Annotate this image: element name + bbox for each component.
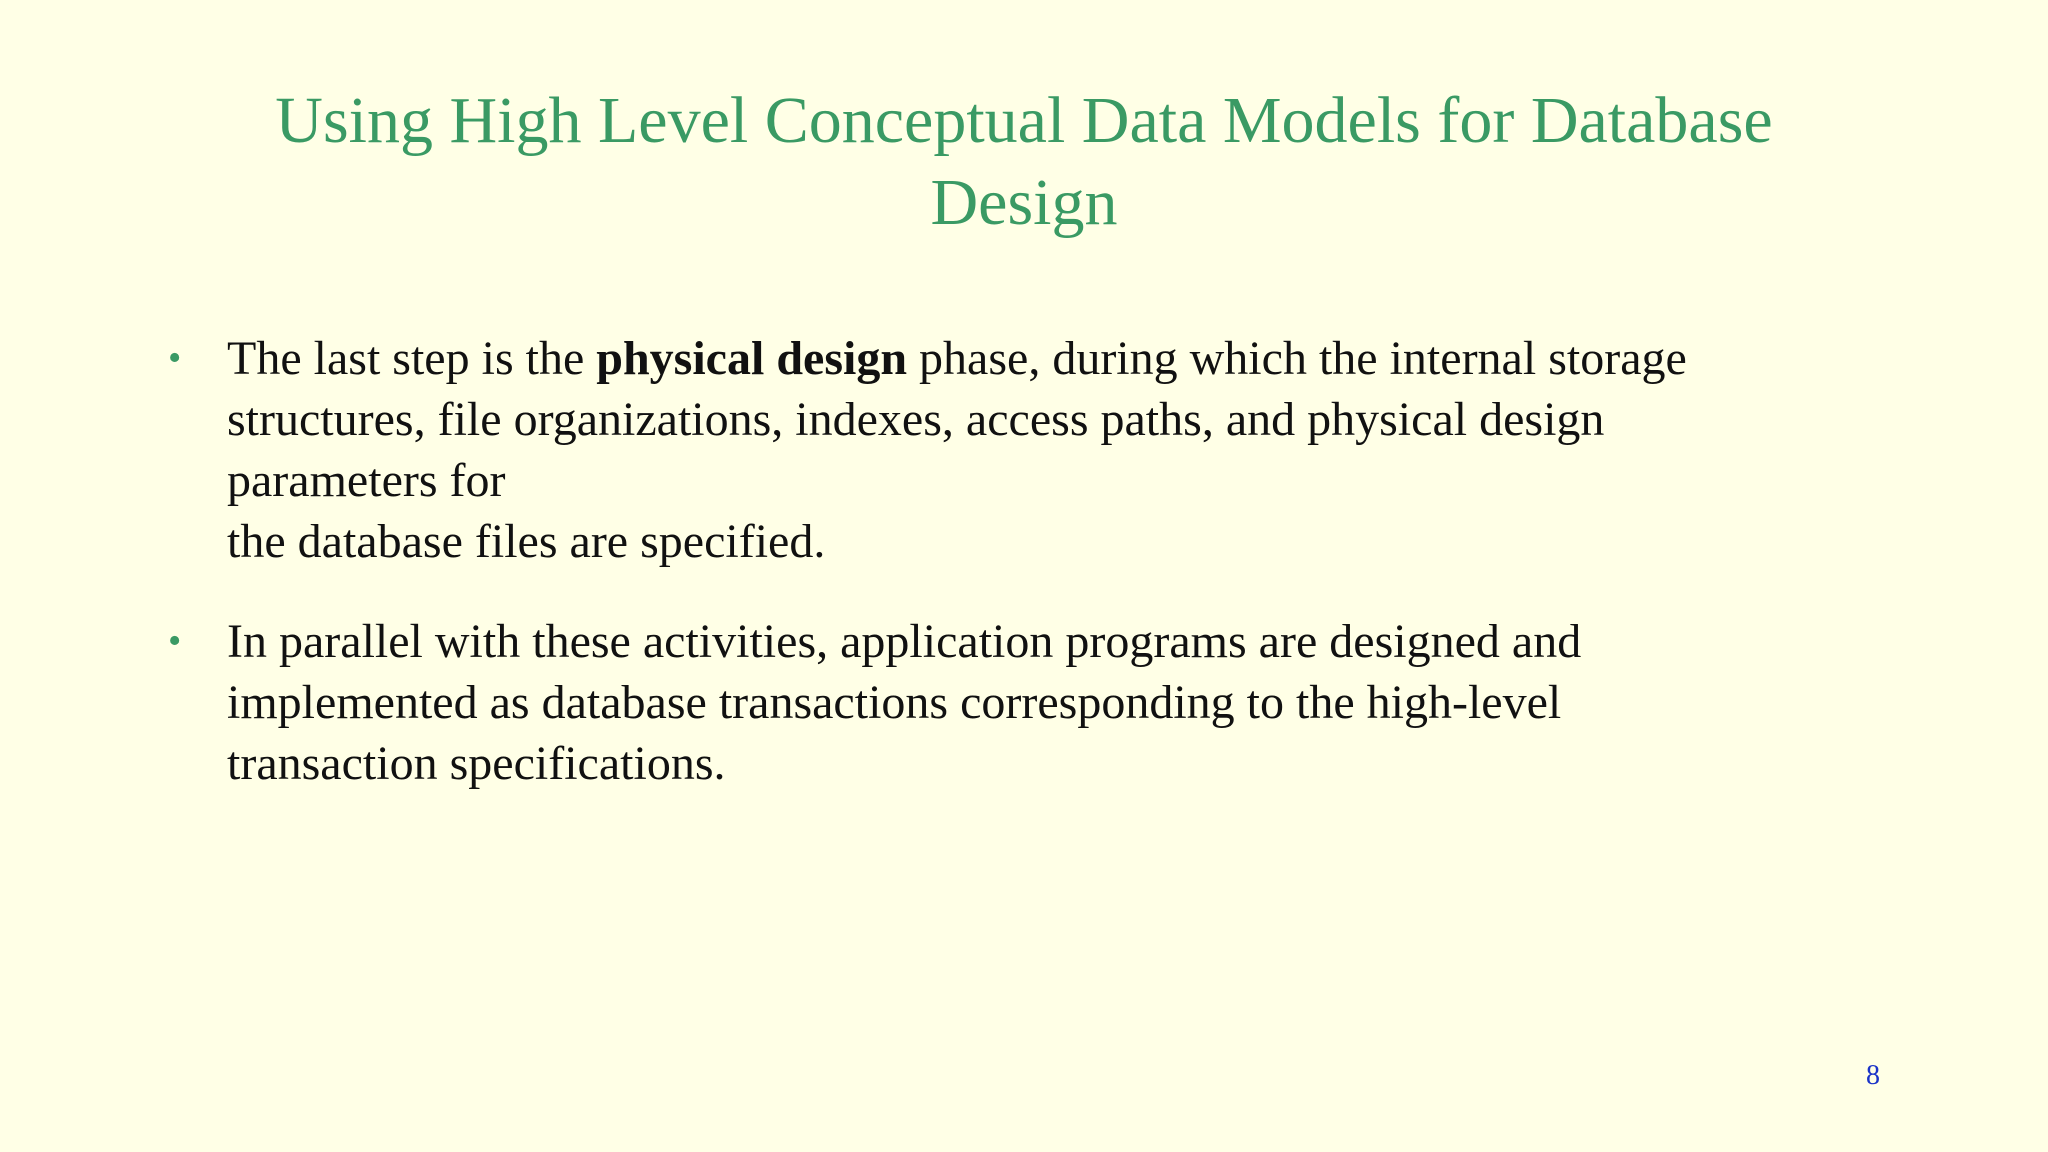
bullet-dot-icon: • xyxy=(168,337,182,379)
bullet-dot-icon: • xyxy=(168,620,182,662)
bullet-list xyxy=(168,328,1888,833)
bullet-item-parallel-activities xyxy=(168,611,1888,794)
page-number: 8 xyxy=(1866,1060,1880,1091)
bullet-2-line-2: implemented as database transactions corresponding to the high-level xyxy=(227,676,1562,729)
bullet-1-text-post: phase, during which the internal storage xyxy=(907,332,1687,385)
bullet-2-line-3: transaction specifications. xyxy=(227,737,726,790)
slide-title-line-2: Design xyxy=(930,166,1118,239)
bullet-1-text-pre: The last step is the xyxy=(227,332,597,385)
bullet-1-line-1 xyxy=(227,328,1888,389)
bullet-item-physical-design xyxy=(168,328,1888,572)
slide-title-line-1: Using High Level Conceptual Data Models for Database xyxy=(275,84,1773,157)
bullet-1-line-4: the database files are specified. xyxy=(227,515,826,568)
bullet-2-line-1: In parallel with these activities, application programs are designed and xyxy=(227,615,1582,668)
slide-title xyxy=(150,80,1898,244)
bullet-1-text-bold: physical design xyxy=(596,332,908,385)
bullet-1-line-3: parameters for xyxy=(227,454,506,507)
bullet-1-line-2: structures, file organizations, indexes, access paths, and physical design xyxy=(227,393,1605,446)
